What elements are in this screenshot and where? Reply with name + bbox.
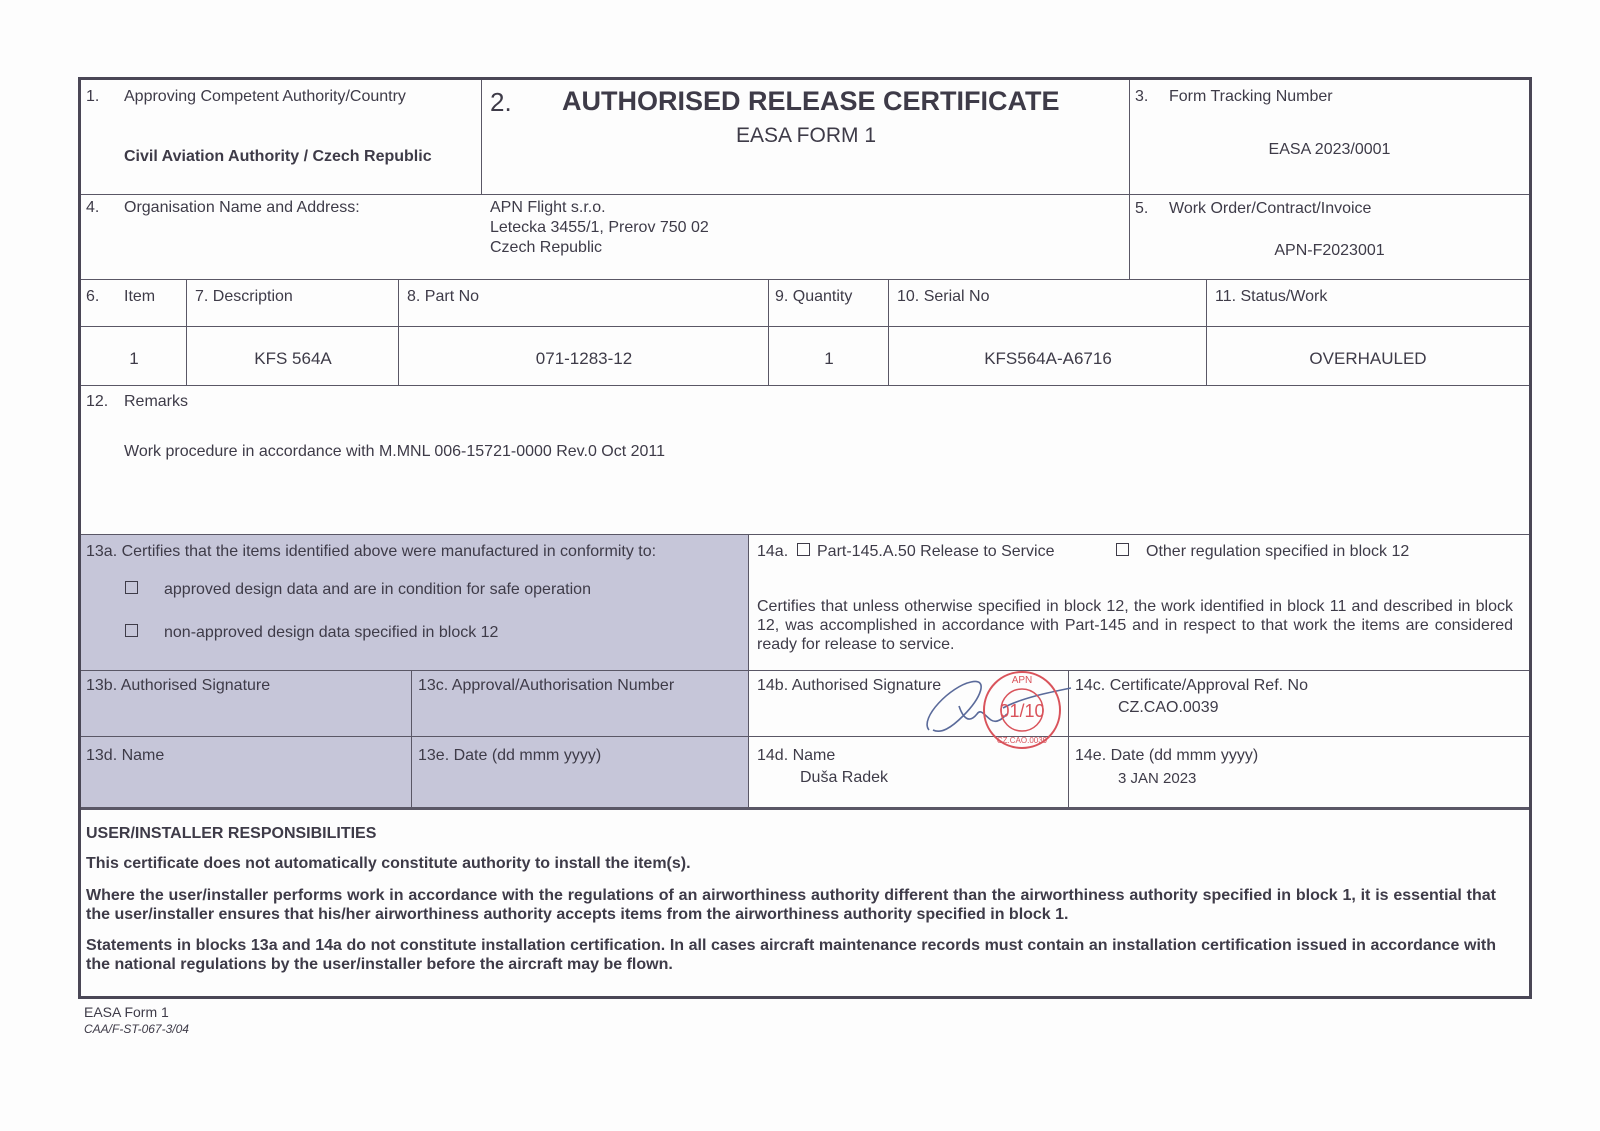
- work-order-number: APN-F2023001: [1274, 242, 1385, 259]
- item-description: KFS 564A: [254, 349, 332, 368]
- other-regulation-checkbox[interactable]: [1116, 543, 1129, 556]
- release-certificate-form: [78, 77, 1532, 999]
- responsibilities-p3: Statements in blocks 13a and 14a do not constitute installation certification. In all cases aircraft maintenance records must contain an installation certification issued in accordance with the national regulations by the user/installer before the aircraft may be flown.: [86, 937, 1496, 973]
- item-status-cell: [1207, 327, 1529, 386]
- block-13a: [81, 535, 749, 671]
- header-part-no: 8. Part No: [399, 280, 769, 327]
- approved-design-checkbox[interactable]: [125, 581, 138, 594]
- block-4-number: 4.: [86, 199, 100, 216]
- block-2: [482, 80, 1130, 195]
- stamp-bottom-text: CZ.CAO.0039: [996, 736, 1048, 745]
- block-1-number: 1.: [86, 88, 100, 105]
- block-12: 12. Remarks Work procedure in accordance with M.MNL 006-15721-0000 Rev.0 Oct 2011: [81, 386, 1529, 535]
- item-status: OVERHAULED: [1309, 349, 1427, 368]
- other-regulation-label: Other regulation specified in block 12: [1146, 543, 1410, 560]
- block-5: [1130, 195, 1529, 280]
- organisation-stamp: [977, 665, 1067, 755]
- release-date: 3 JAN 2023: [1118, 770, 1197, 787]
- item-serial-no: KFS564A-A6716: [984, 349, 1112, 368]
- stamp-top-text: APN: [1011, 675, 1033, 686]
- block-3-number: 3.: [1135, 88, 1149, 105]
- header-item: 6. Item: [81, 280, 187, 327]
- item-part-no: 071-1283-12: [535, 349, 633, 368]
- non-approved-design-label: non-approved design data specified in block 12: [164, 624, 499, 641]
- header-quantity: 9. Quantity: [769, 280, 889, 327]
- certificate-title: AUTHORISED RELEASE CERTIFICATE: [562, 86, 1060, 116]
- header-serial-no: 10. Serial No: [889, 280, 1207, 327]
- part-145-label: Part-145.A.50 Release to Service: [817, 543, 1055, 560]
- header-description: 7. Description: [187, 280, 399, 327]
- responsibilities-p2: Where the user/installer performs work in accordance with the regulations of an airworthiness authority different than the airworthiness authority specified in block 1, it is essential that the user/installer ensures that his/her airworthiness authority accepts items from the airworthiness authority specified in block 1.: [86, 887, 1496, 923]
- block-4-label: Organisation Name and Address:: [124, 199, 360, 216]
- header-status-work: 11. Status/Work: [1207, 280, 1529, 327]
- block-14a: 14a. Part-145.A.50 Release to Service Other regulation specified in block 12 Certifies that unless otherwise specified in block 12, the work identified in block 11 and described in block 12, was accomplished in accordance with Part-145 and in respect to that work the items are considered ready for release to service.: [749, 535, 1529, 671]
- block-5-number: 5.: [1135, 200, 1149, 217]
- form-tracking-number: EASA 2023/0001: [1268, 141, 1391, 158]
- block-14b-label: 14b. Authorised Signature: [757, 677, 942, 694]
- signatory-name: Duša Radek: [800, 769, 889, 786]
- block-14c: 14c. Certificate/Approval Ref. No CZ.CAO.0039: [1069, 671, 1529, 737]
- part-145-checkbox[interactable]: [797, 543, 810, 556]
- block-2-number: 2.: [490, 87, 512, 117]
- block-13c: 13c. Approval/Authorisation Number: [412, 671, 749, 737]
- block-5-label: Work Order/Contract/Invoice: [1169, 200, 1372, 217]
- item-number: 1: [129, 349, 139, 368]
- block-13b: 13b. Authorised Signature: [81, 671, 412, 737]
- block-14a-statement: Certifies that unless otherwise specified in block 12, the work identified in block 11 and described in block 12, was accomplished in accordance with Part-145 and in respect to that work the items are considered ready for release to service.: [757, 598, 1513, 653]
- block-3-label: Form Tracking Number: [1169, 88, 1333, 105]
- user-installer-responsibilities: [81, 810, 1529, 996]
- block-13e: 13e. Date (dd mmm yyyy): [412, 737, 749, 810]
- block-1: [81, 80, 482, 195]
- block-13d: 13d. Name: [81, 737, 412, 810]
- item-quantity: 1: [824, 349, 834, 368]
- non-approved-design-checkbox[interactable]: [125, 624, 138, 637]
- block-14d: 14d. Name Duša Radek: [749, 737, 1069, 810]
- organisation-street: Letecka 3455/1, Prerov 750 02: [490, 219, 709, 236]
- footer-form-name: EASA Form 1: [84, 1004, 169, 1020]
- approved-design-label: approved design data and are in condition for safe operation: [164, 581, 591, 598]
- item-quantity-cell: [769, 327, 889, 386]
- item-number-cell: [81, 327, 187, 386]
- item-part-no-cell: [399, 327, 769, 386]
- block-1-label: Approving Competent Authority/Country: [124, 88, 406, 105]
- certificate-ref-number: CZ.CAO.0039: [1118, 699, 1219, 716]
- remarks-label: Remarks: [124, 393, 189, 410]
- footer-form-code: CAA/F-ST-067-3/04: [84, 1022, 189, 1036]
- certificate-subtitle: EASA FORM 1: [735, 124, 877, 147]
- block-13a-label: 13a. Certifies that the items identified above were manufactured in conformity to:: [86, 543, 657, 560]
- authority-country: Civil Aviation Authority / Czech Republic: [124, 148, 432, 165]
- block-3: [1130, 80, 1529, 195]
- block-4: [81, 195, 1130, 280]
- organisation-country: Czech Republic: [490, 239, 603, 256]
- item-serial-no-cell: [889, 327, 1207, 386]
- remarks-text: Work procedure in accordance with M.MNL 006-15721-0000 Rev.0 Oct 2011: [124, 443, 666, 460]
- block-14e: 14e. Date (dd mmm yyyy) 3 JAN 2023: [1069, 737, 1529, 810]
- stamp-number: 01/10: [999, 701, 1045, 721]
- item-description-cell: [187, 327, 399, 386]
- organisation-name: APN Flight s.r.o.: [490, 199, 606, 216]
- responsibilities-heading: USER/INSTALLER RESPONSIBILITIES: [86, 825, 377, 842]
- responsibilities-p1: This certificate does not automatically constitute authority to install the item(s).: [86, 855, 691, 872]
